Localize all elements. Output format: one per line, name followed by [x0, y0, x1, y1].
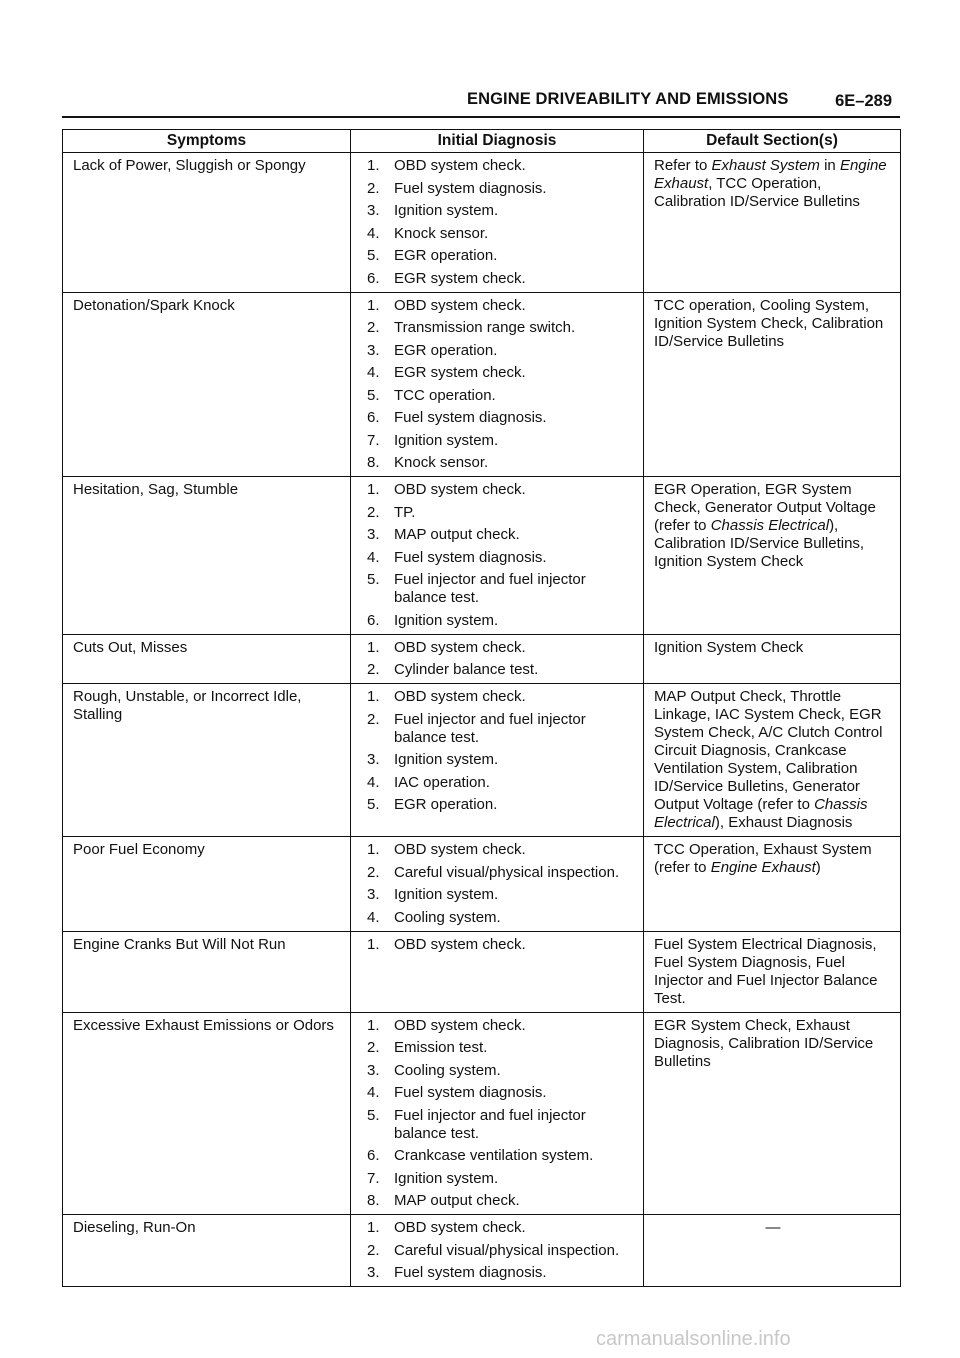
step-number: 3.: [367, 1264, 380, 1281]
initial-diagnosis-cell: [351, 153, 644, 293]
step-text: EGR operation.: [394, 247, 498, 264]
watermark: carmanualsonline.info: [596, 1328, 791, 1350]
diagnosis-step: [367, 454, 639, 472]
step-number: 6.: [367, 269, 380, 287]
diagnosis-step: [367, 1017, 639, 1035]
step-number: 4.: [367, 548, 380, 566]
diagnosis-step: [367, 247, 639, 265]
section-text: Refer to: [654, 157, 712, 174]
step-number: 4.: [367, 364, 380, 381]
diagnosis-step: [367, 841, 639, 859]
step-number: 4.: [367, 224, 380, 242]
step-text: Ignition system.: [394, 886, 499, 903]
diagnosis-step: [367, 639, 639, 657]
initial-diagnosis-cell: [351, 1012, 644, 1215]
step-number: 2.: [367, 661, 380, 678]
step-number: 1.: [367, 688, 380, 705]
step-number: 1.: [367, 1219, 380, 1236]
diagnosis-step: [367, 157, 639, 175]
diagnosis-step: [367, 504, 639, 522]
step-text: Crankcase ventilation system.: [394, 1147, 594, 1164]
step-number: 3.: [367, 886, 380, 903]
step-text: MAP output check.: [394, 526, 520, 543]
diagnosis-step: [367, 364, 639, 382]
step-number: 1.: [367, 841, 380, 858]
diagnosis-steps: [367, 841, 639, 927]
step-number: 2.: [367, 319, 380, 336]
table-header-row: [63, 130, 901, 153]
section-text: ), Calibration ID/Service Bulletins, Ignition System Check: [654, 517, 865, 570]
diagnosis-step: [367, 612, 639, 630]
section-text: ): [815, 859, 821, 876]
symptom-cell: Excessive Exhaust Emissions or Odors: [63, 1012, 351, 1215]
diagnosis-step: [367, 936, 639, 954]
step-number: 6.: [367, 409, 380, 426]
initial-diagnosis-cell: [351, 837, 644, 932]
diagnosis-step: [367, 886, 639, 904]
symptom-cell: Lack of Power, Sluggish or Spongy: [63, 153, 351, 293]
diagnosis-step: [367, 571, 639, 607]
table-row: [63, 931, 901, 1012]
diagnosis-steps: [367, 157, 639, 288]
step-number: 1.: [367, 638, 380, 656]
section-text: TCC operation, Cooling System, Ignition System Check, Calibration ID/Service Bulletins: [654, 296, 884, 350]
step-number: 2.: [367, 1039, 380, 1056]
step-number: 8.: [367, 1192, 380, 1209]
table-row: [63, 684, 901, 837]
diagnosis-step: [367, 297, 639, 315]
table-row: [63, 477, 901, 635]
diagnosis-step: [367, 225, 639, 243]
step-text: TP.: [394, 503, 416, 521]
symptom-cell: Cuts Out, Misses: [63, 634, 351, 684]
diagnosis-steps: [367, 481, 639, 630]
table-row: [63, 292, 901, 477]
section-text: in: [819, 157, 840, 174]
diagnosis-step: [367, 796, 639, 814]
diagnosis-step: [367, 1170, 639, 1188]
step-text: EGR operation.: [394, 796, 498, 813]
step-text: OBD system check.: [394, 638, 526, 656]
step-number: 1.: [367, 296, 380, 314]
step-text: OBD system check.: [394, 935, 526, 953]
page-number: 6E–289: [835, 92, 892, 110]
column-header-initial-diagnosis: Initial Diagnosis: [351, 130, 644, 153]
diagnosis-step: [367, 1219, 639, 1237]
step-text: EGR system check.: [394, 364, 526, 381]
page-header: [62, 88, 900, 118]
step-text: Fuel system diagnosis.: [394, 409, 547, 426]
table-row: [63, 153, 901, 293]
step-text: EGR operation.: [394, 341, 498, 359]
symptom-cell: Dieseling, Run-On: [63, 1215, 351, 1287]
step-text: Transmission range switch.: [394, 319, 576, 336]
diagnosis-steps: [367, 639, 639, 680]
step-text: Fuel injector and fuel injector balance test.: [394, 1106, 586, 1142]
step-text: Cooling system.: [394, 908, 501, 926]
initial-diagnosis-cell: [351, 292, 644, 477]
default-section-cell: [644, 684, 901, 837]
symptom-cell: Hesitation, Sag, Stumble: [63, 477, 351, 635]
section-reference: Engine Exhaust: [654, 157, 887, 192]
table-body: [63, 153, 901, 1287]
default-section-cell: [644, 837, 901, 932]
step-number: 4.: [367, 908, 380, 926]
diagnosis-step: [367, 319, 639, 337]
diagnosis-step: [367, 270, 639, 288]
step-number: 4.: [367, 773, 380, 791]
diagnosis-table: [62, 129, 901, 1287]
step-text: Ignition system.: [394, 431, 499, 449]
step-text: OBD system check.: [394, 841, 526, 858]
step-text: OBD system check.: [394, 688, 526, 705]
step-number: 1.: [367, 1016, 380, 1034]
diagnosis-step: [367, 774, 639, 792]
default-section-cell: [644, 292, 901, 477]
step-text: Ignition system.: [394, 751, 499, 768]
section-text: ), Exhaust Diagnosis: [714, 814, 853, 831]
step-text: Ignition system.: [394, 1169, 499, 1187]
step-number: 5.: [367, 1106, 380, 1124]
diagnosis-steps: [367, 1219, 639, 1282]
default-section-cell: [644, 153, 901, 293]
diagnosis-step: [367, 751, 639, 769]
initial-diagnosis-cell: [351, 684, 644, 837]
step-number: 7.: [367, 431, 380, 449]
diagnosis-steps: [367, 688, 639, 814]
diagnosis-step: [367, 549, 639, 567]
section-reference: Chassis Electrical: [710, 517, 830, 534]
section-title: ENGINE DRIVEABILITY AND EMISSIONS: [467, 90, 789, 108]
symptom-cell: Detonation/Spark Knock: [63, 292, 351, 477]
step-text: Emission test.: [394, 1039, 488, 1056]
diagnosis-step: [367, 1264, 639, 1282]
symptom-cell: Poor Fuel Economy: [63, 837, 351, 932]
section-text: , TCC Operation, Calibration ID/Service Bulletins: [654, 175, 860, 210]
diagnosis-step: [367, 342, 639, 360]
column-header-default-sections: Default Section(s): [644, 130, 901, 153]
step-number: 3.: [367, 202, 380, 219]
step-text: Fuel injector and fuel injector balance test.: [394, 571, 586, 606]
step-number: 3.: [367, 341, 380, 359]
initial-diagnosis-cell: [351, 1215, 644, 1287]
step-number: 4.: [367, 1084, 380, 1101]
step-text: Ignition system.: [394, 202, 499, 219]
default-section-cell: [644, 1215, 901, 1287]
default-section-cell: [644, 1012, 901, 1215]
step-text: Fuel injector and fuel injector balance test.: [394, 710, 586, 746]
step-text: Fuel system diagnosis.: [394, 179, 547, 197]
section-reference: Exhaust System: [711, 157, 820, 174]
section-text: EGR Operation, EGR System Check, Generator Output Voltage (refer to: [654, 481, 876, 534]
step-number: 2.: [367, 1241, 380, 1259]
diagnosis-step: [367, 864, 639, 882]
diagnosis-step: [367, 688, 639, 706]
step-text: Fuel system diagnosis.: [394, 1264, 547, 1281]
step-number: 2.: [367, 863, 380, 881]
section-reference: Chassis Electrical: [654, 796, 868, 831]
diagnosis-step: [367, 909, 639, 927]
step-number: 3.: [367, 751, 380, 768]
step-text: OBD system check.: [394, 1219, 526, 1236]
step-number: 8.: [367, 454, 380, 471]
step-text: Fuel system diagnosis.: [394, 1084, 547, 1101]
section-text: —: [765, 1219, 781, 1236]
diagnosis-step: [367, 1147, 639, 1165]
diagnosis-step: [367, 481, 639, 499]
diagnosis-step: [367, 202, 639, 220]
step-text: MAP output check.: [394, 1192, 520, 1209]
column-header-symptoms: Symptoms: [63, 130, 351, 153]
step-text: Knock sensor.: [394, 224, 489, 242]
step-number: 1.: [367, 157, 380, 174]
section-text: EGR System Check, Exhaust Diagnosis, Calibration ID/Service Bulletins: [654, 1016, 874, 1070]
section-text: MAP Output Check, Throttle Linkage, IAC System Check, EGR System Check, A/C Clutch Control Circuit Diagnosis, Crankcase Ventilation System, Calibration ID/Service Bulletins, Generator Output Voltage (refer to: [654, 688, 883, 813]
diagnosis-step: [367, 526, 639, 544]
table-row: [63, 1012, 901, 1215]
diagnosis-step: [367, 711, 639, 747]
diagnosis-step: [367, 1039, 639, 1057]
section-text: Ignition System Check: [654, 638, 804, 656]
step-number: 5.: [367, 386, 380, 404]
step-number: 5.: [367, 796, 380, 813]
diagnosis-steps: [367, 936, 639, 954]
diagnosis-step: [367, 1242, 639, 1260]
section-text: Fuel System Electrical Diagnosis, Fuel System Diagnosis, Fuel Injector and Fuel Injector Balance Test.: [654, 935, 878, 1007]
diagnosis-step: [367, 180, 639, 198]
step-text: TCC operation.: [394, 386, 496, 404]
step-text: OBD system check.: [394, 157, 526, 174]
default-section-cell: [644, 634, 901, 684]
diagnosis-step: [367, 1062, 639, 1080]
step-number: 2.: [367, 179, 380, 197]
diagnosis-step: [367, 1084, 639, 1102]
symptom-cell: Engine Cranks But Will Not Run: [63, 931, 351, 1012]
initial-diagnosis-cell: [351, 931, 644, 1012]
step-text: Cylinder balance test.: [394, 661, 539, 678]
step-text: Cooling system.: [394, 1061, 501, 1079]
step-text: Knock sensor.: [394, 454, 489, 471]
step-text: OBD system check.: [394, 1016, 526, 1034]
diagnosis-steps: [367, 297, 639, 473]
diagnosis-step: [367, 387, 639, 405]
step-number: 1.: [367, 935, 380, 953]
step-number: 3.: [367, 1061, 380, 1079]
step-number: 3.: [367, 526, 380, 543]
step-text: Ignition system.: [394, 611, 499, 629]
default-section-cell: [644, 931, 901, 1012]
diagnosis-step: [367, 1192, 639, 1210]
diagnosis-step: [367, 1107, 639, 1143]
table-row: [63, 1215, 901, 1287]
section-reference: Engine Exhaust: [710, 859, 816, 876]
step-number: 1.: [367, 481, 380, 498]
step-number: 7.: [367, 1169, 380, 1187]
symptom-cell: Rough, Unstable, or Incorrect Idle, Stalling: [63, 684, 351, 837]
step-number: 6.: [367, 611, 380, 629]
section-text: TCC Operation, Exhaust System (refer to: [654, 841, 872, 876]
step-text: EGR system check.: [394, 269, 526, 287]
step-text: OBD system check.: [394, 296, 526, 314]
table-row: [63, 837, 901, 932]
diagnosis-step: [367, 409, 639, 427]
step-text: IAC operation.: [394, 773, 490, 791]
diagnosis-step: [367, 661, 639, 679]
step-number: 5.: [367, 571, 380, 588]
step-text: OBD system check.: [394, 481, 526, 498]
default-section-cell: [644, 477, 901, 635]
initial-diagnosis-cell: [351, 634, 644, 684]
diagnosis-step: [367, 432, 639, 450]
step-text: Careful visual/physical inspection.: [394, 1241, 620, 1259]
step-number: 5.: [367, 247, 380, 264]
step-number: 6.: [367, 1147, 380, 1164]
step-number: 2.: [367, 503, 380, 521]
table-row: [63, 634, 901, 684]
initial-diagnosis-cell: [351, 477, 644, 635]
diagnosis-steps: [367, 1017, 639, 1211]
step-number: 2.: [367, 710, 380, 728]
step-text: Careful visual/physical inspection.: [394, 863, 620, 881]
step-text: Fuel system diagnosis.: [394, 548, 547, 566]
